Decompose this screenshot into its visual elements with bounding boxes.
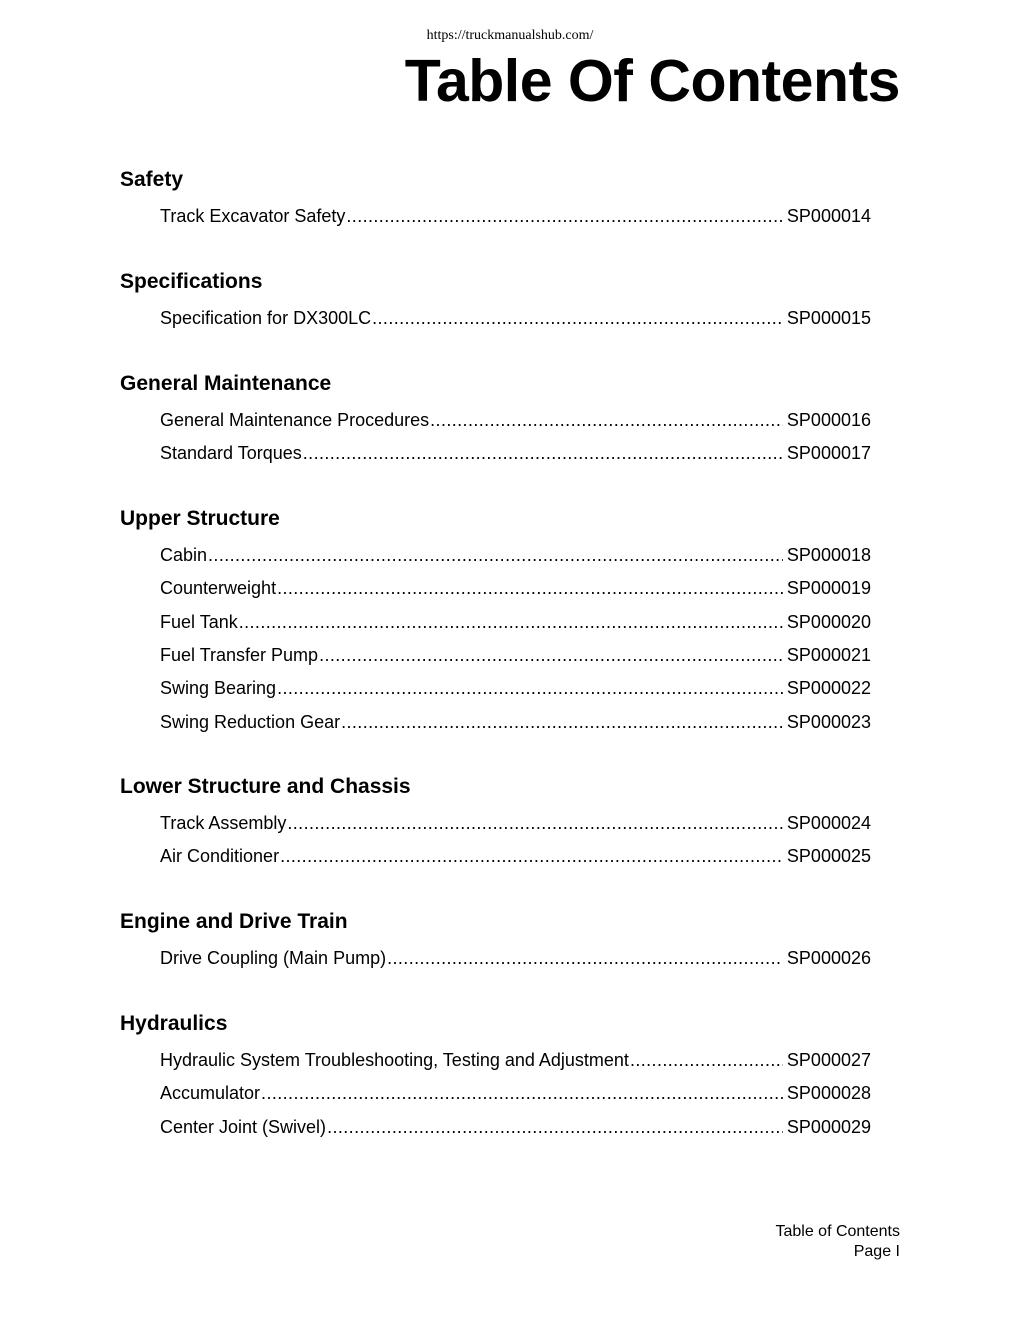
- toc-entry[interactable]: [160, 947, 871, 969]
- toc-entry-code: SP000016: [786, 410, 871, 430]
- toc-entry[interactable]: [160, 409, 871, 431]
- toc-entry-code: SP000023: [786, 711, 871, 732]
- section-title: Specifications: [120, 270, 263, 293]
- toc-entry[interactable]: [160, 577, 871, 599]
- section-title: Upper Structure: [120, 507, 280, 530]
- toc-entry-code: SP000026: [786, 948, 871, 968]
- toc-entry-label: Counterweight: [160, 578, 277, 599]
- dot-leader: [280, 845, 783, 867]
- toc-entry-code: SP000020: [786, 611, 871, 632]
- dot-leader: [303, 442, 783, 464]
- page-footer: [775, 1222, 900, 1262]
- page-title: Table Of Contents: [404, 48, 900, 114]
- toc-entry-code: SP000014: [786, 206, 871, 226]
- toc-entry-label: Drive Coupling (Main Pump): [160, 948, 387, 968]
- toc-entry-label: Track Excavator Safety: [160, 206, 346, 226]
- toc-entry-label: Swing Reduction Gear: [160, 711, 341, 732]
- toc-entry-label: Hydraulic System Troubleshooting, Testing and Adjustment: [160, 1050, 629, 1070]
- footer-page-number: Page I: [853, 1243, 900, 1260]
- toc-entry[interactable]: [160, 307, 871, 329]
- toc-entry-code: SP000029: [786, 1116, 871, 1137]
- toc-entry[interactable]: [160, 611, 871, 633]
- toc-entry-label: Fuel Transfer Pump: [160, 644, 319, 665]
- dot-leader: [327, 1116, 783, 1138]
- toc-entry-code: SP000021: [786, 644, 871, 665]
- toc-entry-code: SP000028: [786, 1083, 871, 1104]
- toc-entry-label: Swing Bearing: [160, 678, 277, 699]
- toc-entry[interactable]: [160, 205, 871, 227]
- dot-leader: [430, 409, 783, 431]
- toc-entry-code: SP000027: [786, 1050, 871, 1070]
- dot-leader: [287, 812, 783, 834]
- toc-entry[interactable]: [160, 1116, 871, 1138]
- toc-entry-label: Accumulator: [160, 1083, 261, 1104]
- dot-leader: [208, 544, 783, 566]
- toc-entry-code: SP000017: [786, 443, 871, 464]
- toc-entry-code: SP000024: [786, 813, 871, 833]
- dot-leader: [341, 711, 783, 733]
- toc-entry[interactable]: [160, 677, 871, 699]
- toc-entry[interactable]: [160, 442, 871, 464]
- dot-leader: [346, 205, 783, 227]
- toc-entry-label: Air Conditioner: [160, 846, 280, 867]
- toc-entry-code: SP000022: [786, 678, 871, 699]
- section-title: Engine and Drive Train: [120, 910, 348, 933]
- toc-entry[interactable]: [160, 711, 871, 733]
- toc-entry-label: Fuel Tank: [160, 611, 238, 632]
- dot-leader: [372, 307, 783, 329]
- section-title: General Maintenance: [120, 372, 332, 395]
- toc-entry-label: General Maintenance Procedures: [160, 410, 430, 430]
- toc-entry-code: SP000019: [786, 578, 871, 599]
- toc-entry-label: Track Assembly: [160, 813, 287, 833]
- footer-document-title: Table of Contents: [775, 1223, 900, 1240]
- toc-entry[interactable]: [160, 544, 871, 566]
- section-title: Lower Structure and Chassis: [120, 775, 411, 798]
- toc-entry[interactable]: [160, 845, 871, 867]
- dot-leader: [261, 1082, 783, 1104]
- dot-leader: [239, 611, 783, 633]
- toc-entry[interactable]: [160, 1049, 871, 1071]
- dot-leader: [277, 677, 783, 699]
- dot-leader: [387, 947, 783, 969]
- dot-leader: [630, 1049, 783, 1071]
- toc-entry[interactable]: [160, 1082, 871, 1104]
- toc-entry[interactable]: [160, 644, 871, 666]
- toc-entry-code: SP000015: [786, 308, 871, 328]
- toc-entry-label: Cabin: [160, 545, 208, 565]
- section-title: Hydraulics: [120, 1012, 228, 1035]
- dot-leader: [277, 577, 783, 599]
- toc-entry-code: SP000018: [786, 545, 871, 565]
- toc-entry-label: Center Joint (Swivel): [160, 1116, 327, 1137]
- dot-leader: [319, 644, 783, 666]
- source-url: https://truckmanualshub.com/: [426, 28, 594, 43]
- section-title: Safety: [120, 168, 184, 191]
- toc-entry[interactable]: [160, 812, 871, 834]
- toc-entry-label: Standard Torques: [160, 443, 302, 464]
- toc-entry-code: SP000025: [786, 846, 871, 867]
- toc-entry-label: Specification for DX300LC: [160, 308, 372, 328]
